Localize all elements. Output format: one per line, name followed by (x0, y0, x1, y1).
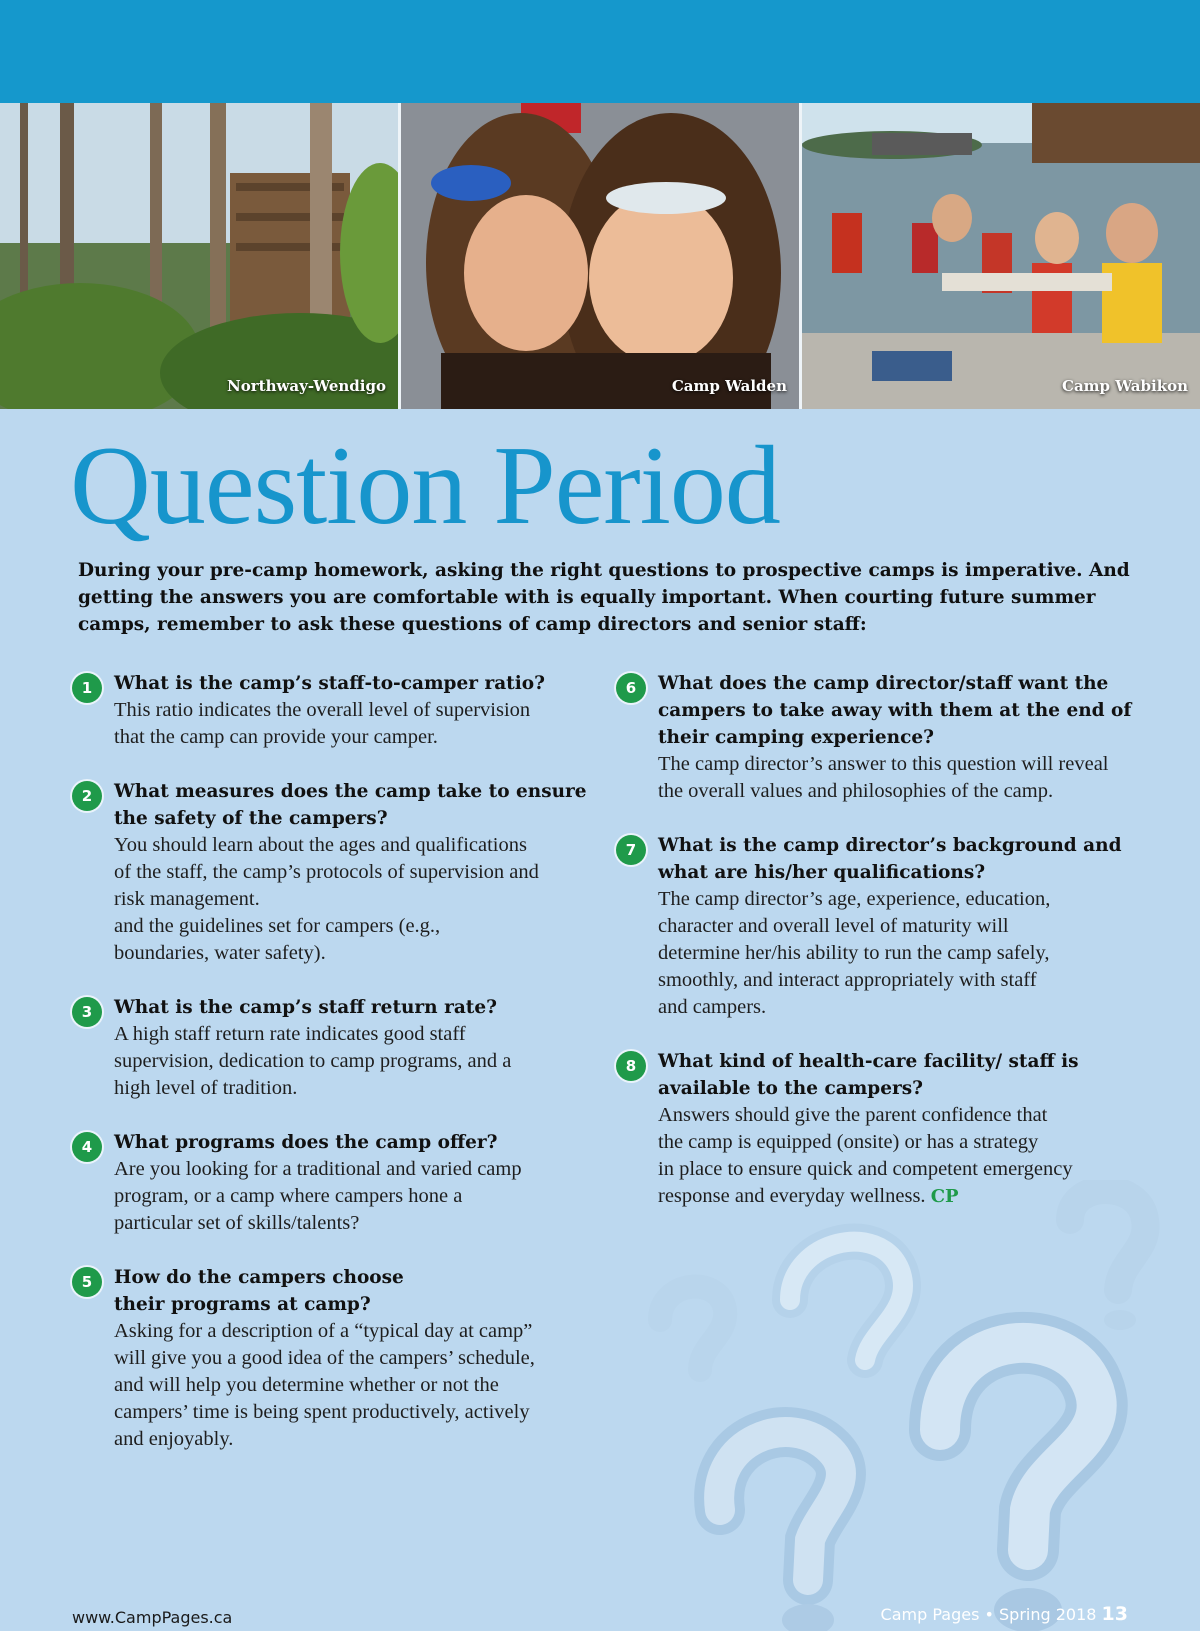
footer-publication (881, 1603, 1128, 1625)
page-number: 13 (1101, 1603, 1128, 1625)
number-badge: 6 (616, 673, 646, 703)
question-heading: What kind of health-care facility/ staff is available to the campers? (658, 1051, 1079, 1099)
question-answer: You should learn about the ages and qualifications of the staff, the camp’s protocols of supervision and risk management. and the guidelines set for campers (e.g., boundaries, water safety). (114, 834, 539, 964)
page-title: Question Period (70, 424, 780, 548)
question-item (614, 670, 1134, 805)
question-answer: Are you looking for a traditional and varied camp program, or a camp where campers hone a particular set of skills/talents? (114, 1158, 522, 1234)
intro-paragraph: During your pre-camp homework, asking the right questions to prospective camps is imperative. And getting the answers you are comfortable with is equally important. When courting future summer camps, remember to ask these questions of camp directors and senior staff: (78, 560, 1130, 635)
question-item (70, 778, 590, 967)
answer-text: Answers should give the parent confidence that the camp is equipped (onsite) or has a strategy in place to ensure quick and competent emergency response and everyday wellness. (658, 1104, 1073, 1207)
question-heading: How do the campers choose their programs at camp? (114, 1267, 404, 1315)
number-badge: 4 (72, 1132, 102, 1162)
photo-caption: Camp Walden (671, 377, 787, 395)
smiling-girls-image (401, 103, 799, 409)
question-item (614, 1048, 1134, 1210)
canoe-lake-image (802, 103, 1200, 409)
question-heading: What programs does the camp offer? (114, 1132, 498, 1153)
question-mark-decoration (640, 1180, 1200, 1631)
publication-name: Camp Pages • Spring 2018 (880, 1605, 1097, 1624)
questions-right-column (614, 670, 1134, 1210)
question-answer: The camp director’s age, experience, education, character and overall level of maturity will determine her/his ability to run the camp safely, smoothly, and interact appropriately with staff and campers. (658, 888, 1051, 1018)
question-heading: What is the camp director’s background and what are his/her qualifications? (658, 835, 1122, 883)
photo-camp-wabikon (802, 103, 1200, 409)
question-heading: What is the camp’s staff return rate? (114, 997, 497, 1018)
number-badge: 2 (72, 781, 102, 811)
question-heading: What measures does the camp take to ensure the safety of the campers? (114, 781, 587, 829)
question-answer: This ratio indicates the overall level of supervision that the camp can provide your camper. (114, 699, 531, 748)
number-badge: 7 (616, 835, 646, 865)
question-answer: The camp director’s answer to this question will reveal the overall values and philosophies of the camp. (658, 753, 1109, 802)
forest-cabin-image (0, 103, 398, 409)
question-heading: What is the camp’s staff-to-camper ratio? (114, 673, 545, 694)
question-item (70, 1264, 460, 1318)
question-answer (658, 1102, 1134, 1210)
question-answer: A high staff return rate indicates good staff supervision, dedication to camp programs, and a high level of tradition. (114, 1023, 512, 1099)
top-color-band (0, 0, 1200, 103)
end-mark: CP (930, 1186, 959, 1207)
question-item (70, 670, 590, 751)
photo-caption: Camp Wabikon (1062, 377, 1188, 395)
number-badge: 1 (72, 673, 102, 703)
photo-camp-walden (401, 103, 799, 409)
question-item-answer (70, 1318, 590, 1453)
photo-strip (0, 103, 1200, 409)
photo-caption: Northway-Wendigo (227, 377, 386, 395)
number-badge: 3 (72, 997, 102, 1027)
number-badge: 5 (72, 1267, 102, 1297)
question-item (614, 832, 1134, 1021)
photo-northway-wendigo (0, 103, 398, 409)
question-item (70, 994, 590, 1102)
question-item (70, 1129, 590, 1237)
question-answer: Asking for a description of a “typical day at camp” will give you a good idea of the campers’ schedule, and will help you determine whether or not the campers’ time is being spent productively, actively and enjoyably. (114, 1320, 535, 1450)
question-heading: What does the camp director/staff want the campers to take away with them at the end of their camping experience? (658, 673, 1132, 748)
number-badge: 8 (616, 1051, 646, 1081)
questions-left-column (70, 670, 590, 1453)
footer-website: www.CampPages.ca (72, 1608, 233, 1627)
